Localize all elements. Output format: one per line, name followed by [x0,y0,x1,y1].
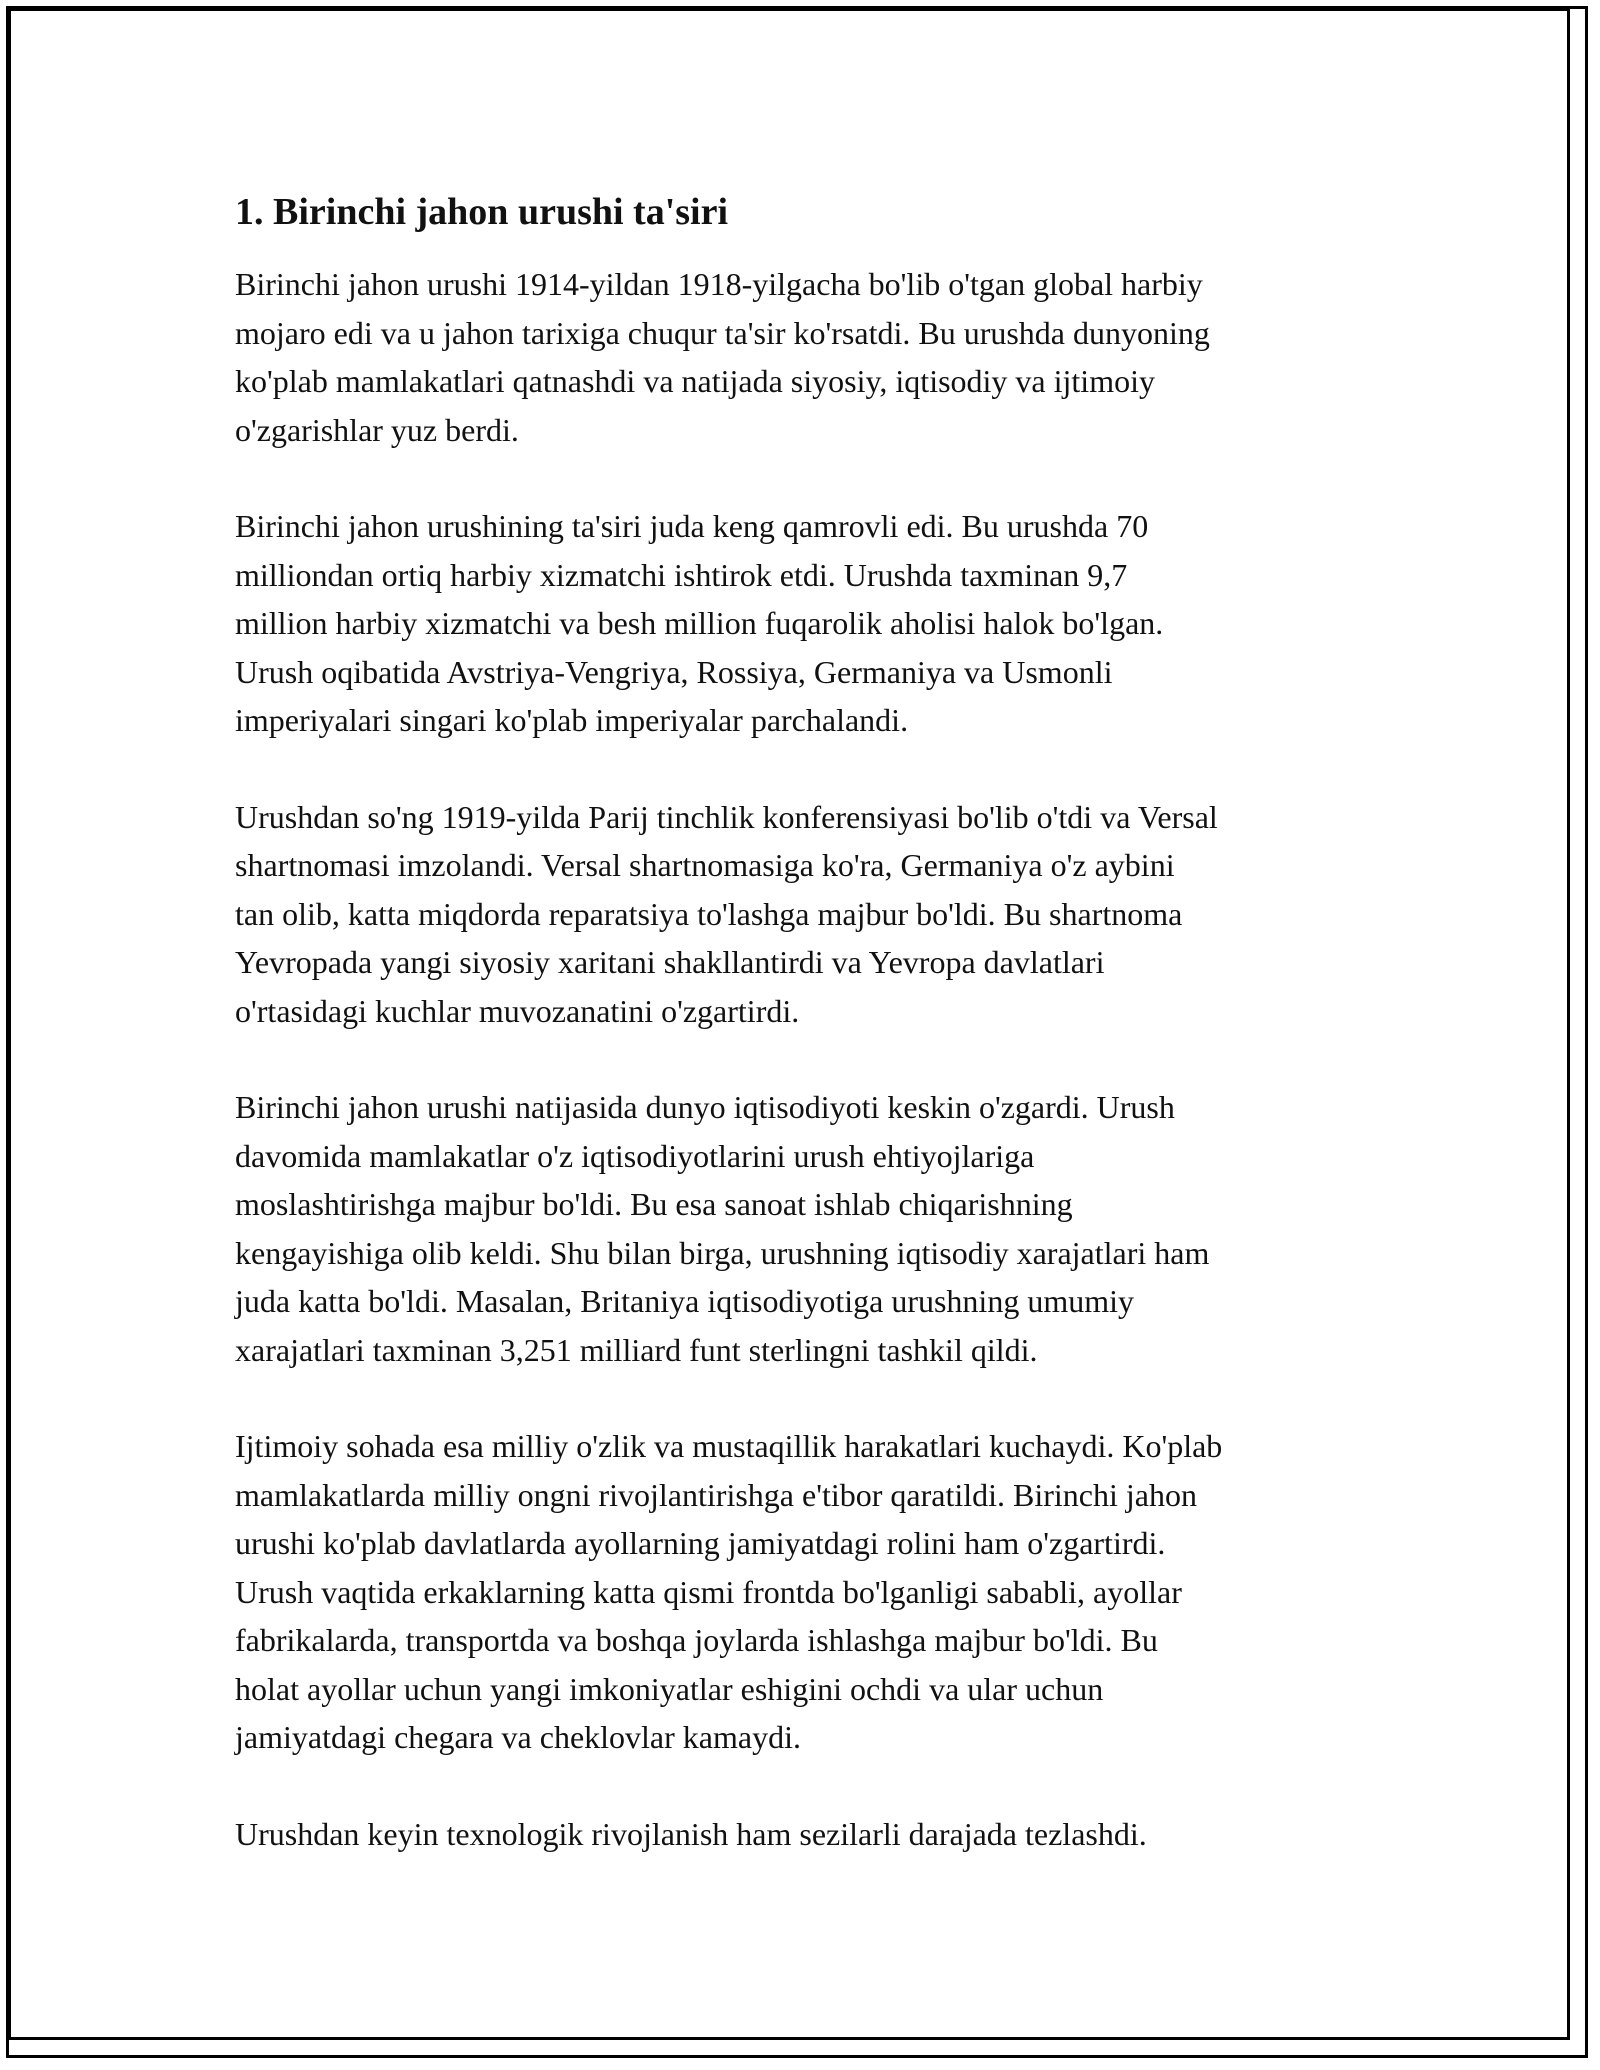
paragraph-5: Ijtimoiy sohada esa milliy o'zlik va mustaqillik harakatlari kuchaydi. Ko'plab mamlakatlarda milliy ongni rivojlantirishga e'tibor qaratildi. Birinchi jahon urushi ko'plab davlatlarda ayollarning jamiyatdagi rolini ham o'zgartirdi. Urush vaqtida erkaklarning katta qismi frontda bo'lganligi sababli, ayollar fabrikalarda, transportda va boshqa joylarda ishlashga majbur bo'ldi. Bu holat ayollar uchun yangi imkoniyatlar eshigini ochdi va ular uchun jamiyatdagi chegara va cheklovlar kamaydi. [235,1428,1223,1755]
paragraph-2: Birinchi jahon urushining ta'siri juda keng qamrovli edi. Bu urushda 70 milliondan ortiq harbiy xizmatchi ishtirok etdi. Urushda taxminan 9,7 million harbiy xizmatchi va besh million fuqarolik aholisi halok bo'lgan. Urush oqibatida Avstriya-Vengriya, Rossiya, Germaniya va Usmonli imperiyalari singari ko'plab imperiyalar parchalandi. [235,508,1164,738]
paragraph-1: Birinchi jahon urushi 1914-yildan 1918-yilgacha bo'lib o'tgan global harbiy mojaro edi va u jahon tarixiga chuqur ta'sir ko'rsatdi. Bu urushda dunyoning ko'plab mamlakatlari qatnashdi va natijada siyosiy, iqtisodiy va ijtimoiy o'zgarishlar yuz berdi. [235,266,1210,448]
paragraph-6: Urushdan keyin texnologik rivojlanish ham sezilarli darajada tezlashdi. [235,1815,1147,1852]
document-body [235,186,1375,1906]
paragraph-3: Urushdan so'ng 1919-yilda Parij tinchlik konferensiyasi bo'lib o'tdi va Versal shartnomasi imzolandi. Versal shartnomasiga ko'ra, Germaniya o'z aybini tan olib, katta miqdorda reparatsiya to'lashga majbur bo'ldi. Bu shartnoma Yevropada yangi siyosiy xaritani shakllantirdi va Yevropa davlatlari o'rtasidagi kuchlar muvozanatini o'zgartirdi. [235,798,1218,1029]
section-heading: 1. Birinchi jahon urushi ta'siri [235,191,729,233]
paragraph-4: Birinchi jahon urushi natijasida dunyo iqtisodiyoti keskin o'zgardi. Urush davomida mamlakatlar o'z iqtisodiyotlarini urush ehtiyojlariga moslashtirishga majbur bo'ldi. Bu esa sanoat ishlab chiqarishning kengayishiga olib keldi. Shu bilan birga, urushning iqtisodiy xarajatlari ham juda katta bo'ldi. Masalan, Britaniya iqtisodiyotiga urushning umumiy xarajatlari taxminan 3,251 milliard funt sterlingni tashkil qildi. [235,1089,1210,1368]
